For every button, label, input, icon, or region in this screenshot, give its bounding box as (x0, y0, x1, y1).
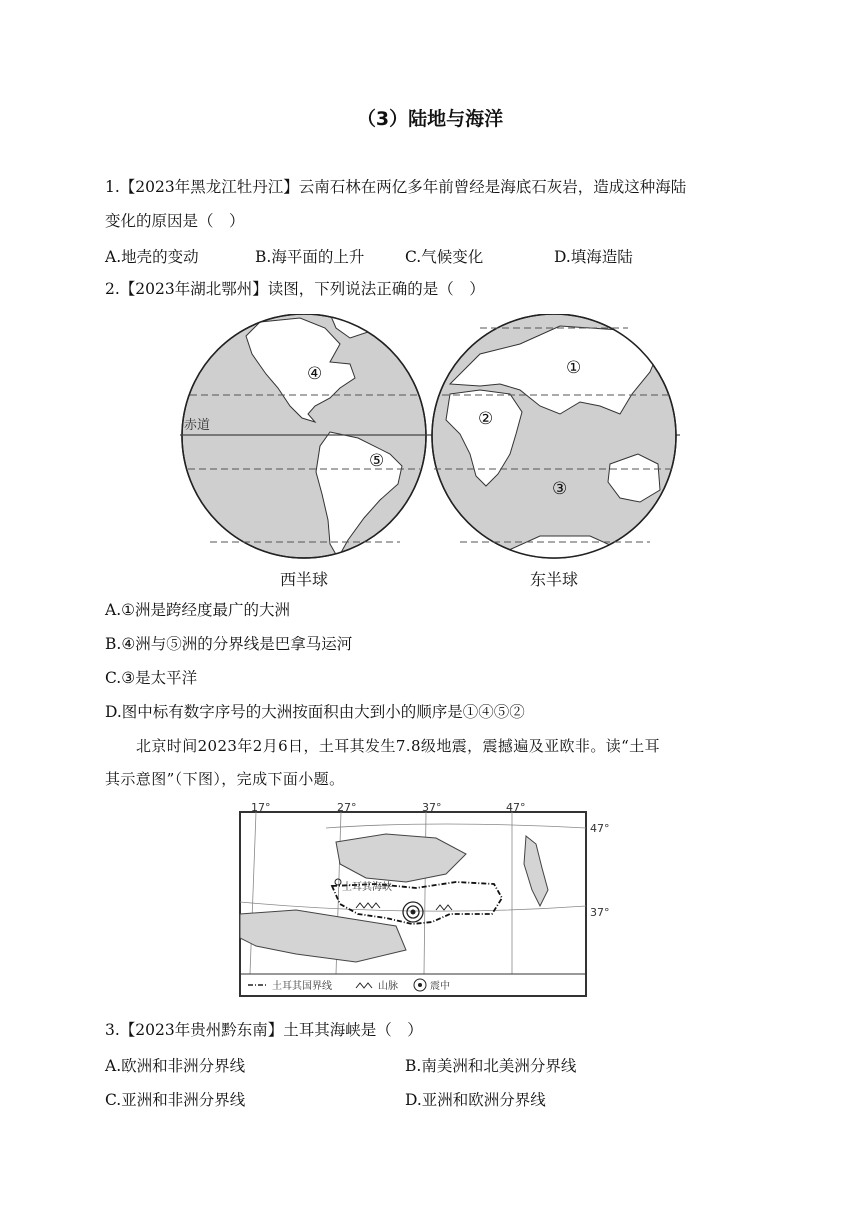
legend-border-label: 土耳其国界线 (272, 981, 332, 992)
q2-option-d: D.图中标有数字序号的大洲按面积由大到小的顺序是①④⑤② (105, 703, 525, 721)
lon-label-37: 37° (422, 801, 442, 814)
hemispheres-map (180, 314, 680, 590)
marker-5: ⑤ (369, 451, 385, 471)
lat-label-37: 37° (590, 906, 610, 919)
west-hemisphere-caption: 西半球 (280, 570, 329, 589)
eastern-hemisphere (432, 314, 676, 576)
marker-3: ③ (552, 479, 568, 499)
q3-option-b: B.南美洲和北美洲分界线 (405, 1057, 577, 1075)
q3-stem: 3.【2023年贵州黔东南】土耳其海峡是（ ） (105, 1021, 423, 1039)
passage-line2: 其示意图”（下图），完成下面小题。 (105, 770, 345, 788)
marker-1: ① (566, 358, 582, 378)
east-hemisphere-caption: 东半球 (530, 570, 579, 589)
equator-label: 赤道 (184, 418, 211, 433)
q2-option-b: B.④洲与⑤洲的分界线是巴拿马运河 (105, 635, 353, 653)
passage-line1: 北京时间2023年2月6日，土耳其发生7.8级地震，震撼遍及亚欧非。读“土耳 (136, 737, 660, 755)
q1-option-c: C.气候变化 (405, 248, 484, 266)
q1-option-d: D.填海造陆 (554, 248, 633, 266)
legend-mountain-label: 山脉 (378, 981, 398, 992)
q1-stem-line2: 变化的原因是（ ） (105, 212, 245, 230)
turkey-map (236, 798, 636, 1004)
page-title: （3）陆地与海洋 (356, 108, 504, 130)
legend-epicenter-label: 震中 (430, 981, 450, 992)
q1-option-b: B.海平面的上升 (255, 248, 365, 266)
q3-option-a: A.欧洲和非洲分界线 (105, 1057, 246, 1075)
marker-4: ④ (307, 364, 323, 384)
q3-option-d: D.亚洲和欧洲分界线 (405, 1091, 546, 1109)
q2-stem: 2.【2023年湖北鄂州】读图，下列说法正确的是（ ） (105, 280, 485, 298)
q2-option-a: A.①洲是跨经度最广的大洲 (105, 601, 291, 619)
q1-stem-line1: 1.【2023年黑龙江牡丹江】云南石林在两亿多年前曾经是海底石灰岩，造成这种海陆 (105, 178, 687, 196)
lon-label-47: 47° (506, 801, 526, 814)
q1-option-a: A.地壳的变动 (105, 248, 199, 266)
marker-2: ② (478, 409, 494, 429)
strait-label: 土耳其海峡 (342, 882, 392, 893)
lat-label-47: 47° (590, 822, 610, 835)
lon-label-17: 17° (251, 801, 271, 814)
lon-label-27: 27° (337, 801, 357, 814)
q3-option-c: C.亚洲和非洲分界线 (105, 1091, 246, 1109)
q2-option-c: C.③是太平洋 (105, 669, 198, 687)
